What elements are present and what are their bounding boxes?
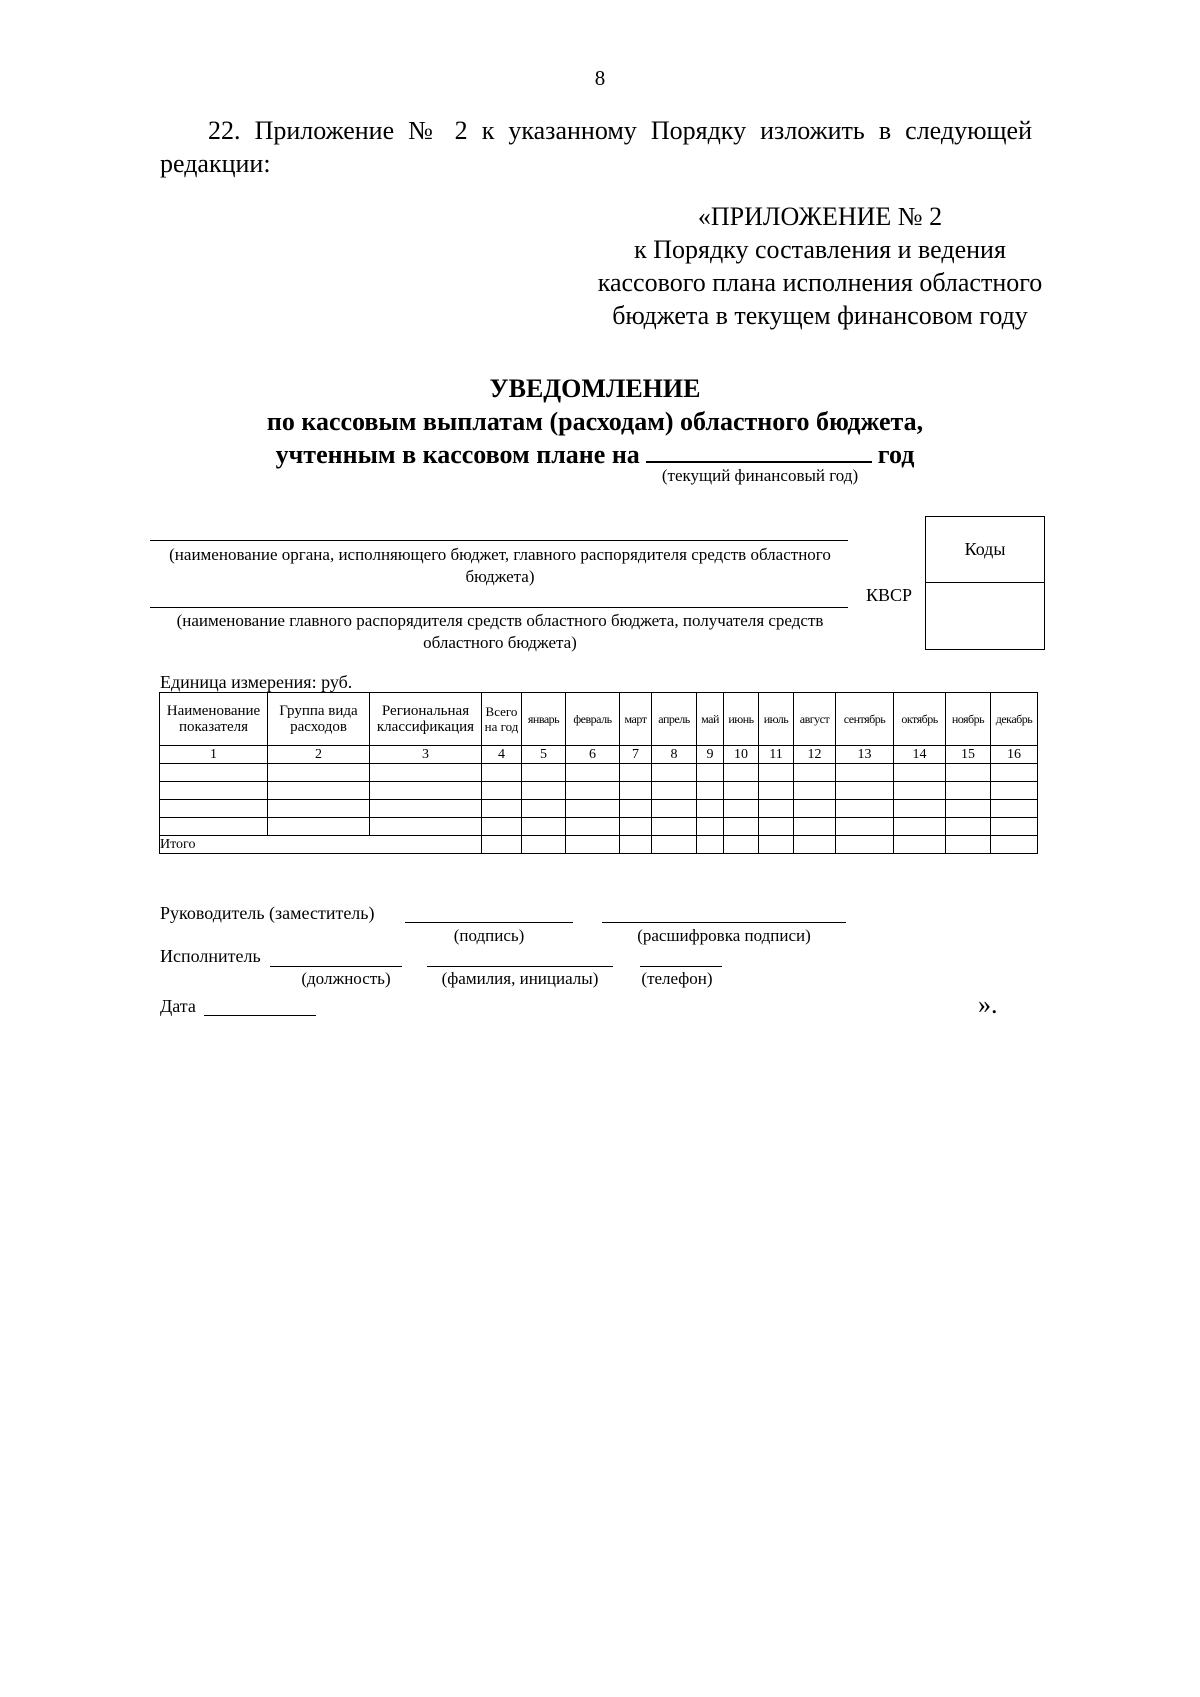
header-cell: январь [522, 693, 566, 746]
column-number: 10 [724, 746, 759, 764]
column-number: 13 [836, 746, 894, 764]
title-line-3-prefix: учтенным в кассовом плане на [275, 440, 640, 469]
header-cell: Всего на год [482, 693, 522, 746]
appendix-line: к Порядку составления и ведения [634, 235, 1006, 264]
column-number: 7 [620, 746, 652, 764]
phone-line[interactable] [640, 966, 722, 967]
year-field[interactable] [646, 439, 872, 463]
name-caption: (фамилия, инициалы) [441, 969, 599, 988]
column-number-row [160, 746, 1038, 764]
header-cell: февраль [566, 693, 620, 746]
column-number: 5 [522, 746, 566, 764]
header-cell: Наименование показателя [160, 693, 268, 746]
header-cell: июль [759, 693, 794, 746]
year-hint: (текущий финансовый год) [661, 466, 859, 485]
head-decode-caption: (расшифровка подписи) [637, 926, 811, 945]
header-cell: октябрь [894, 693, 946, 746]
header-cell: декабрь [991, 693, 1038, 746]
header-cell: июнь [724, 693, 759, 746]
header-cell: Региональная классификация [370, 693, 482, 746]
executor-label: Исполнитель [160, 946, 261, 966]
payments-table [159, 692, 1038, 854]
total-label: Итого [160, 836, 482, 854]
title-line-3 [0, 438, 1190, 471]
total-row [160, 836, 1038, 854]
date-label: Дата [160, 996, 196, 1016]
head-signature-line[interactable] [405, 922, 573, 923]
title-line-1: УВЕДОМЛЕНИЕ [489, 374, 701, 403]
column-number: 9 [697, 746, 724, 764]
column-number: 15 [946, 746, 991, 764]
table-row [160, 764, 1038, 782]
position-line[interactable] [270, 966, 402, 967]
column-number: 14 [894, 746, 946, 764]
header-cell: сентябрь [836, 693, 894, 746]
closing-quote: ». [978, 990, 998, 1019]
column-number: 6 [566, 746, 620, 764]
appendix-line: кассового плана исполнения областного [597, 268, 1043, 297]
table-header-row [160, 693, 1038, 746]
column-number: 11 [759, 746, 794, 764]
column-number: 4 [482, 746, 522, 764]
unit-label: Единица измерения: руб. [160, 672, 353, 692]
kvsr-label: КВСР [866, 585, 913, 605]
head-decode-line[interactable] [602, 922, 846, 923]
position-caption: (должность) [301, 969, 391, 988]
header-cell: ноябрь [946, 693, 991, 746]
table-row [160, 800, 1038, 818]
org-field-2-caption: (наименование главного распорядителя средств областного бюджета, получателя средств областного бюджета) [176, 611, 824, 652]
codes-box [925, 516, 1045, 650]
appendix-line: «ПРИЛОЖЕНИЕ № 2 [697, 202, 943, 231]
column-number: 16 [991, 746, 1038, 764]
intro-paragraph: 22. Приложение № 2 к указанному Порядку изложить в следующей редакции: [160, 116, 1032, 178]
column-number: 3 [370, 746, 482, 764]
phone-caption: (телефон) [641, 969, 713, 988]
table-row [160, 818, 1038, 836]
column-number: 12 [794, 746, 836, 764]
kvsr-code-cell[interactable] [926, 583, 1044, 647]
title-line-3-suffix: год [877, 440, 915, 469]
page-number: 8 [594, 66, 606, 90]
appendix-line: бюджета в текущем финансовом году [612, 301, 1028, 330]
head-sign-caption: (подпись) [453, 926, 525, 945]
date-line[interactable] [204, 1015, 316, 1016]
header-cell: август [794, 693, 836, 746]
header-cell: Группа вида расходов [268, 693, 370, 746]
header-cell: май [697, 693, 724, 746]
header-cell: апрель [652, 693, 697, 746]
column-number: 1 [160, 746, 268, 764]
name-line[interactable] [427, 966, 613, 967]
column-number: 8 [652, 746, 697, 764]
header-cell: март [620, 693, 652, 746]
head-label: Руководитель (заместитель) [160, 903, 375, 923]
org-field-1-line[interactable] [150, 540, 848, 541]
appendix-header [560, 200, 1080, 332]
document-title [0, 372, 1190, 471]
org-field-1-caption: (наименование органа, исполняющего бюджет, главного распорядителя средств областного бюджета) [169, 545, 831, 586]
codes-header: Коды [926, 517, 1044, 583]
title-line-2: по кассовым выплатам (расходам) областного бюджета, [266, 407, 924, 436]
table-row [160, 782, 1038, 800]
column-number: 2 [268, 746, 370, 764]
org-field-2-line[interactable] [150, 607, 848, 608]
